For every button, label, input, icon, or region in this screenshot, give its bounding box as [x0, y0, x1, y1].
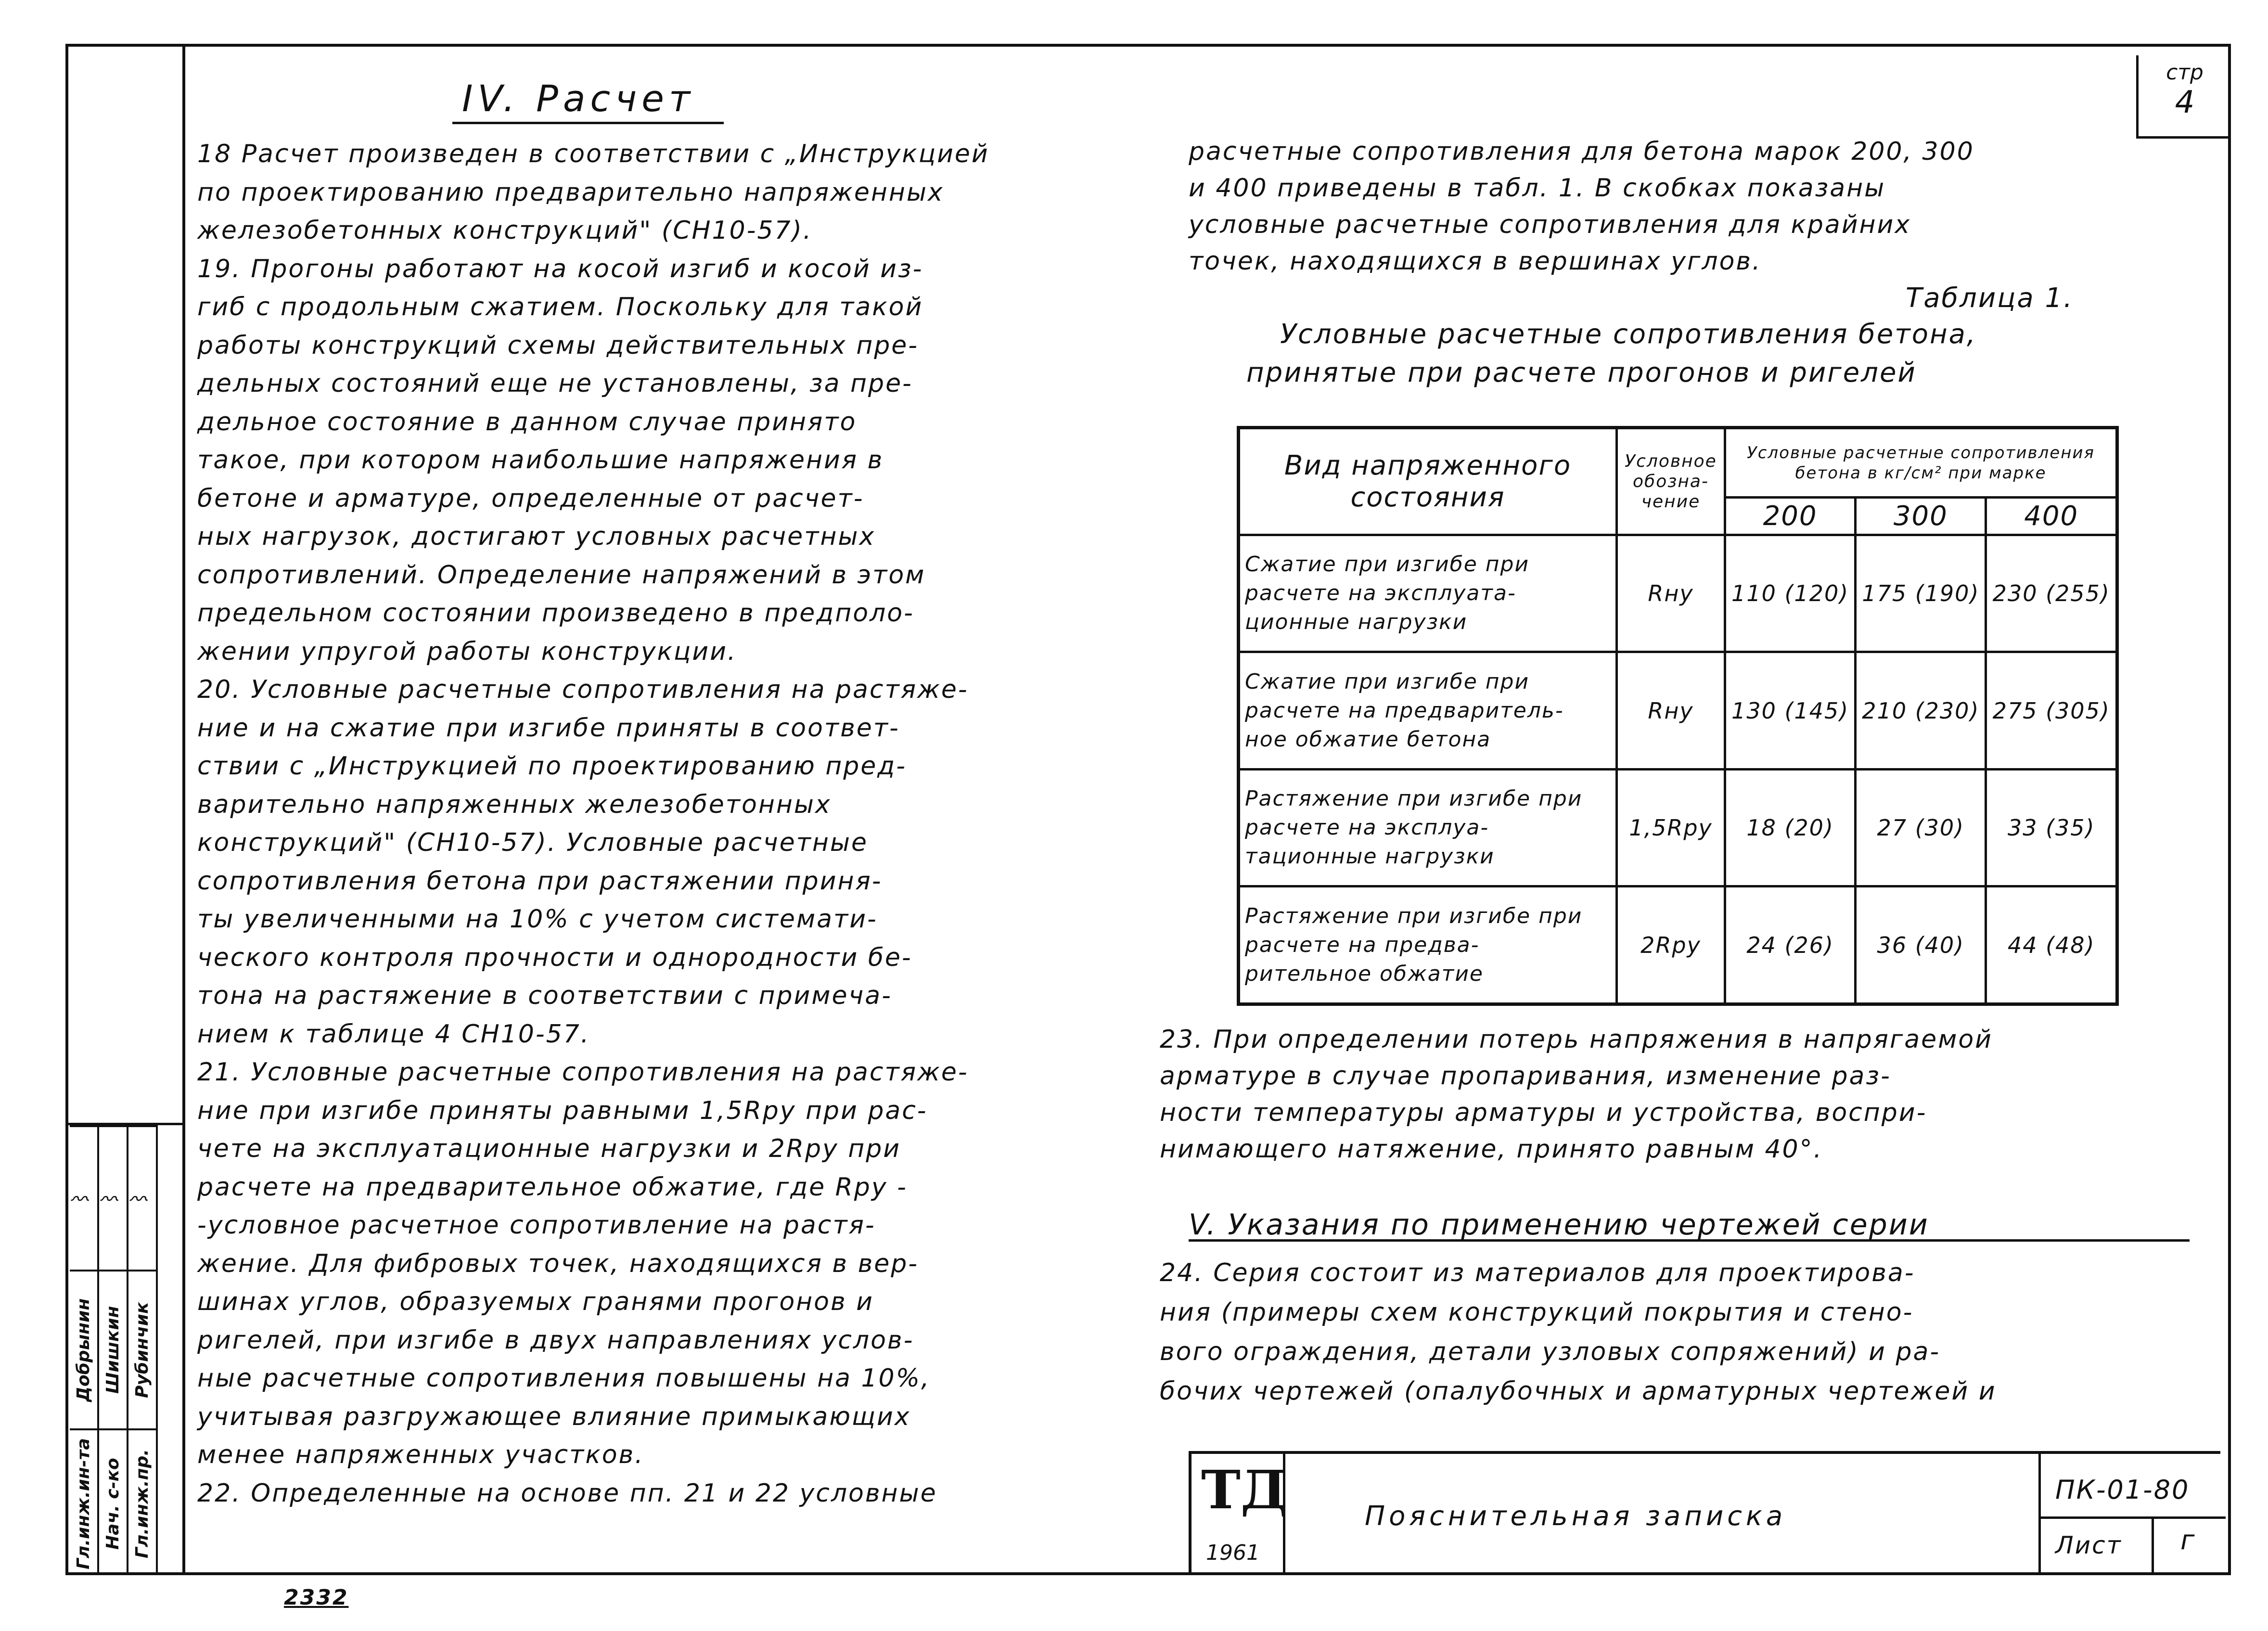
page-number: 4: [2175, 85, 2195, 120]
row-value: 36 (40): [1856, 886, 1986, 1004]
text-line: жение. Для фибровых точек, находящихся в вер-: [197, 1249, 919, 1278]
divider: [2041, 1516, 2226, 1519]
row-state: Сжатие при изгибе при расчете на эксплуата- ционные нагрузки: [1239, 535, 1617, 652]
section-5-title: V. Указания по применению чертежей серии: [1189, 1210, 2190, 1242]
text-line: железобетонных конструкций" (СН10-57).: [197, 216, 813, 245]
document-code: ПК-01-80: [2055, 1475, 2190, 1505]
signature-icon: 〰: [132, 1190, 152, 1207]
text-line: расчетные сопротивления для бетона марок 200, 300: [1189, 137, 1974, 166]
logo-cell: [1192, 1454, 1288, 1575]
header-grade: 300: [1856, 498, 1986, 535]
text-line: ности температуры арматуры и устройства, воспри-: [1160, 1098, 1927, 1127]
text-line: учитывая разгружающее влияние примыкающих: [197, 1402, 911, 1431]
text-line: ные расчетные сопротивления повышены на 10%,: [197, 1364, 931, 1393]
td-logo: ТД: [1201, 1459, 1288, 1521]
text-line: 23. При определении потерь напряжения в напрягаемой: [1160, 1025, 1993, 1054]
text-line: дельное состояние в данном случае принято: [197, 407, 857, 437]
page-label: стр: [2166, 60, 2204, 85]
table-row: [1239, 535, 2117, 652]
text-line: чете на эксплуатационные нагрузки и 2Rру при: [197, 1134, 901, 1163]
text-line: 19. Прогоны работают на косой изгиб и косой из-: [197, 254, 923, 283]
divider: [2152, 1516, 2154, 1575]
text-line: ты увеличенными на 10% с учетом системати-: [197, 905, 878, 934]
text-line: сопротивлений. Определение напряжений в этом: [197, 560, 926, 590]
table-caption-line: принятые при расчете прогонов и ригелей: [1246, 357, 1917, 388]
signature-cell: [99, 1125, 127, 1270]
text-line: тона на растяжение в соответствии с примеча-: [197, 981, 892, 1010]
text-line: 20. Условные расчетные сопротивления на растяже-: [197, 675, 969, 704]
stamp-name: Рубинчик: [128, 1270, 156, 1428]
text-line: арматуре в случае пропаривания, изменение раз-: [1160, 1062, 1891, 1091]
stamp-position: Нач. с-ко: [99, 1428, 127, 1578]
text-line: ческого контроля прочности и однородности бе-: [197, 943, 912, 972]
text-line: жении упругой работы конструкции.: [197, 637, 737, 666]
text-line: ствии с „Инструкцией по проектированию пред-: [197, 752, 907, 781]
row-state: Растяжение при изгибе при расчете на эксплуа- тационные нагрузки: [1239, 769, 1617, 886]
binding-margin-line: [182, 44, 185, 1575]
text-line: ние и на сжатие при изгибе приняты в соответ-: [197, 713, 900, 743]
text-line: вого ограждения, детали узловых сопряжений) и ра-: [1160, 1337, 1941, 1366]
text-line: ние при изгибе приняты равными 1,5Rру при рас-: [197, 1096, 928, 1125]
row-state: Сжатие при изгибе при расчете на предваритель- ное обжатие бетона: [1239, 652, 1617, 769]
header-grade: 400: [1986, 498, 2117, 535]
year: 1961: [1206, 1541, 1260, 1565]
stamp-name: Добрынин: [70, 1270, 97, 1428]
text-line: нимающего натяжение, принято равным 40°.: [1160, 1135, 1823, 1164]
table-row: [1239, 652, 2117, 769]
text-line: гиб с продольным сжатием. Поскольку для такой: [197, 293, 923, 321]
text-line: предельном состоянии произведено в предполо-: [197, 599, 914, 628]
table-caption-line: Условные расчетные сопротивления бетона,: [1280, 319, 1977, 350]
table-label: Таблица 1.: [1906, 283, 2074, 314]
row-value: 175 (190): [1856, 535, 1986, 652]
resistance-table: [1237, 426, 2119, 1006]
text-line: 22. Определенные на основе пп. 21 и 22 условные: [197, 1478, 937, 1508]
row-value: 130 (145): [1725, 652, 1856, 769]
row-value: 24 (26): [1725, 886, 1856, 1004]
text-line: ригелей, при изгибе в двух направлениях услов-: [197, 1325, 914, 1355]
header-symbol: Условное обозна- чение: [1617, 428, 1725, 535]
text-line: ных нагрузок, достигают условных расчетных: [197, 522, 876, 551]
row-symbol: 2Rру: [1617, 886, 1725, 1004]
text-line: дельных состояний еще не установлены, за пре-: [197, 369, 913, 398]
text-line: и 400 приведены в табл. 1. В скобках показаны: [1189, 174, 1886, 203]
header-resistance: Условные расчетные сопротивления бетона в кг/см² при марке: [1725, 428, 2117, 498]
stamp-name: Шишкин: [99, 1270, 127, 1428]
row-value: 33 (35): [1986, 769, 2117, 886]
row-value: 210 (230): [1856, 652, 1986, 769]
text-line: нием к таблице 4 СН10-57.: [197, 1019, 590, 1049]
signature-icon: 〰: [74, 1190, 93, 1207]
stamp-position: Гл.инж.ин-та: [70, 1428, 97, 1578]
document-title: Пояснительная записка: [1365, 1501, 1787, 1532]
text-line: работы конструкций схемы действительных пре-: [197, 331, 919, 360]
table-row: [1239, 769, 2117, 886]
text-line: менее напряженных участков.: [197, 1440, 644, 1469]
text-line: точек, находящихся в вершинах углов.: [1189, 247, 1762, 276]
text-line: по проектированию предварительно напряженных: [197, 178, 944, 207]
row-value: 18 (20): [1725, 769, 1856, 886]
sheet-value: г: [2180, 1525, 2196, 1556]
table-row: [1239, 886, 2117, 1004]
header-state: Вид напряженного состояния: [1239, 428, 1617, 535]
section-title: IV. Расчет: [452, 77, 724, 124]
text-line: варительно напряженных железобетонных: [197, 790, 832, 819]
stamp-column: [128, 1125, 158, 1575]
row-symbol: Rну: [1617, 535, 1725, 652]
text-line: условные расчетные сопротивления для крайних: [1189, 210, 1911, 239]
row-value: 230 (255): [1986, 535, 2117, 652]
signature-cell: [128, 1125, 156, 1270]
title-block: [1189, 1451, 2220, 1575]
text-line: 24. Серия состоит из материалов для проектирова-: [1160, 1259, 1915, 1287]
signature-icon: 〰: [103, 1190, 123, 1207]
archive-number: 2332: [284, 1585, 349, 1610]
sheet-label: Лист: [2055, 1531, 2122, 1559]
row-state: Растяжение при изгибе при расчете на предва- рительное обжатие: [1239, 886, 1617, 1004]
text-line: 21. Условные расчетные сопротивления на растяже-: [197, 1058, 969, 1087]
text-line: сопротивления бетона при растяжении приня-: [197, 866, 883, 896]
header-grade: 200: [1725, 498, 1856, 535]
page-number-box: [2136, 55, 2231, 139]
text-line: конструкций" (СН10-57). Условные расчетные: [197, 828, 868, 857]
row-symbol: Rну: [1617, 652, 1725, 769]
row-value: 44 (48): [1986, 886, 2117, 1004]
text-line: ния (примеры схем конструкций покрытия и стено-: [1160, 1298, 1914, 1327]
text-line: расчете на предварительное обжатие, где Rру -: [197, 1172, 908, 1202]
text-line: бетоне и арматуре, определенные от расчет-: [197, 484, 864, 513]
text-line: шинах углов, образуемых гранями прогонов и: [197, 1287, 874, 1316]
row-symbol: 1,5Rру: [1617, 769, 1725, 886]
signature-cell: [70, 1125, 97, 1270]
text-line: -условное расчетное сопротивление на растя-: [197, 1211, 876, 1240]
stamp-position: Гл.инж.пр.: [128, 1428, 156, 1578]
row-value: 110 (120): [1725, 535, 1856, 652]
text-line: бочих чертежей (опалубочных и арматурных чертежей и: [1160, 1377, 1997, 1406]
approval-stamp: [65, 1123, 182, 1575]
text-line: такое, при котором наибольшие напряжения в: [197, 446, 884, 475]
code-cell: [2038, 1454, 2226, 1575]
stamp-column: [99, 1125, 128, 1575]
row-value: 27 (30): [1856, 769, 1986, 886]
row-value: 275 (305): [1986, 652, 2117, 769]
stamp-column: [70, 1125, 99, 1575]
text-line: 18 Расчет произведен в соответствии с „Инструкцией: [197, 140, 989, 168]
